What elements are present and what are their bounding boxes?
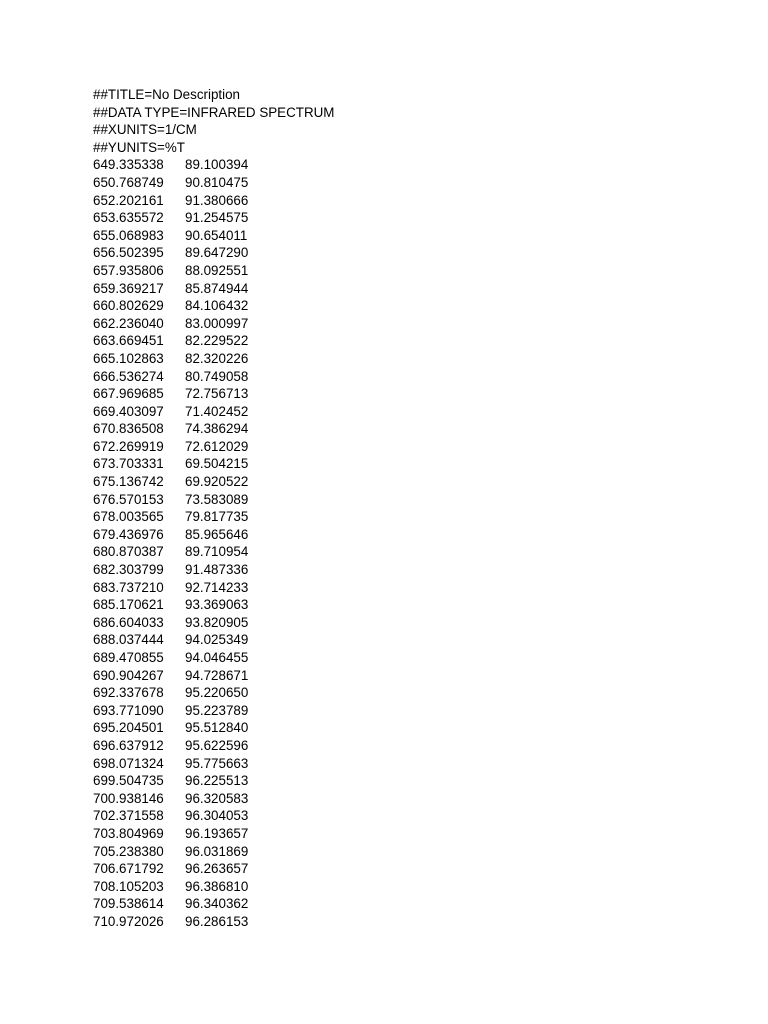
wavenumber-value: 660.802629	[93, 298, 164, 314]
data-row	[93, 737, 334, 755]
data-row	[93, 719, 334, 737]
wavenumber-value: 656.502395	[93, 245, 164, 261]
data-row	[93, 508, 334, 526]
data-row	[93, 860, 334, 878]
data-row	[93, 526, 334, 544]
data-row	[93, 209, 334, 227]
data-row	[93, 649, 334, 667]
data-row	[93, 244, 334, 262]
transmittance-value: 96.320583	[185, 790, 249, 806]
wavenumber-value: 696.637912	[93, 737, 164, 753]
data-row	[93, 156, 334, 174]
transmittance-value: 93.820905	[185, 614, 249, 630]
data-row	[93, 491, 334, 509]
wavenumber-value: 672.269919	[93, 438, 164, 454]
wavenumber-value: 688.037444	[93, 632, 164, 648]
yunits-header-line: ##YUNITS=%T	[93, 139, 185, 155]
data-row	[93, 280, 334, 298]
transmittance-value: 84.106432	[185, 298, 249, 314]
wavenumber-value: 702.371558	[93, 808, 164, 824]
data-row	[93, 667, 334, 685]
data-row	[93, 297, 334, 315]
data-row	[93, 631, 334, 649]
wavenumber-value: 710.972026	[93, 913, 164, 929]
data-row	[93, 790, 334, 808]
wavenumber-value: 689.470855	[93, 650, 164, 665]
wavenumber-value: 678.003565	[93, 509, 164, 525]
wavenumber-value: 680.870387	[93, 544, 164, 560]
transmittance-value: 74.386294	[185, 421, 249, 437]
wavenumber-value: 662.236040	[93, 315, 164, 331]
wavenumber-value: 670.836508	[93, 421, 164, 437]
spectrum-data-listing	[93, 86, 334, 931]
wavenumber-value: 650.768749	[93, 174, 164, 190]
wavenumber-value: 659.369217	[93, 280, 164, 296]
wavenumber-value: 692.337678	[93, 685, 164, 701]
transmittance-value: 72.612029	[185, 438, 249, 454]
transmittance-value: 72.756713	[185, 386, 249, 402]
transmittance-value: 69.504215	[185, 456, 249, 472]
data-row	[93, 420, 334, 438]
wavenumber-value: 652.202161	[93, 192, 164, 208]
transmittance-value: 96.225513	[185, 773, 249, 789]
wavenumber-value: 676.570153	[93, 491, 164, 507]
transmittance-value: 85.874944	[185, 280, 249, 296]
wavenumber-value: 665.102863	[93, 350, 164, 366]
transmittance-value: 80.749058	[185, 368, 249, 384]
data-row	[93, 561, 334, 579]
data-row	[93, 895, 334, 913]
transmittance-value: 91.254575	[185, 210, 249, 226]
transmittance-value: 90.810475	[185, 174, 249, 190]
wavenumber-value: 653.635572	[93, 210, 164, 226]
data-row	[93, 262, 334, 280]
wavenumber-value: 686.604033	[93, 614, 164, 630]
wavenumber-value: 663.669451	[93, 333, 164, 349]
data-row	[93, 579, 334, 597]
wavenumber-value: 655.068983	[93, 227, 164, 243]
data-row	[93, 315, 334, 333]
transmittance-value: 94.046455	[185, 650, 249, 665]
data-row	[93, 772, 334, 790]
transmittance-value: 95.223789	[185, 702, 249, 718]
transmittance-value: 92.714233	[185, 579, 249, 595]
transmittance-value: 93.369063	[185, 597, 249, 613]
data-row	[93, 614, 334, 632]
data-row	[93, 543, 334, 561]
wavenumber-value: 667.969685	[93, 386, 164, 402]
data-row	[93, 878, 334, 896]
transmittance-value: 96.263657	[185, 861, 249, 877]
wavenumber-value: 695.204501	[93, 720, 164, 736]
transmittance-value: 69.920522	[185, 474, 249, 490]
wavenumber-value: 708.105203	[93, 878, 164, 894]
transmittance-value: 85.965646	[185, 526, 249, 542]
data-row	[93, 403, 334, 421]
transmittance-value: 83.000997	[185, 315, 249, 331]
data-row	[93, 825, 334, 843]
transmittance-value: 96.386810	[185, 878, 249, 894]
data-row	[93, 755, 334, 773]
transmittance-value: 89.710954	[185, 544, 249, 560]
transmittance-value: 91.487336	[185, 562, 249, 578]
wavenumber-value: 690.904267	[93, 667, 164, 683]
wavenumber-value: 685.170621	[93, 597, 164, 613]
transmittance-value: 96.193657	[185, 825, 249, 841]
wavenumber-value: 706.671792	[93, 861, 164, 877]
data-row	[93, 385, 334, 403]
wavenumber-value: 703.804969	[93, 825, 164, 841]
transmittance-value: 82.320226	[185, 350, 249, 366]
transmittance-value: 95.512840	[185, 720, 249, 736]
transmittance-value: 88.092551	[185, 262, 249, 278]
transmittance-value: 95.220650	[185, 685, 249, 701]
data-row	[93, 455, 334, 473]
wavenumber-value: 666.536274	[93, 368, 164, 384]
data-row	[93, 368, 334, 386]
wavenumber-value: 657.935806	[93, 262, 164, 278]
transmittance-value: 95.622596	[185, 737, 249, 753]
wavenumber-value: 693.771090	[93, 702, 164, 718]
transmittance-value: 73.583089	[185, 491, 249, 507]
wavenumber-value: 682.303799	[93, 562, 164, 578]
data-row	[93, 843, 334, 861]
wavenumber-value: 700.938146	[93, 790, 164, 806]
wavenumber-value: 669.403097	[93, 403, 164, 419]
transmittance-value: 96.286153	[185, 913, 249, 929]
transmittance-value: 71.402452	[185, 403, 249, 419]
wavenumber-value: 683.737210	[93, 579, 164, 595]
data-row	[93, 332, 334, 350]
wavenumber-value: 649.335338	[93, 157, 164, 173]
transmittance-value: 96.031869	[185, 843, 249, 859]
wavenumber-value: 673.703331	[93, 456, 164, 472]
transmittance-value: 79.817735	[185, 509, 249, 525]
xunits-header-line: ##XUNITS=1/CM	[93, 122, 197, 138]
data-row	[93, 684, 334, 702]
wavenumber-value: 709.538614	[93, 896, 164, 912]
transmittance-value: 96.340362	[185, 896, 249, 912]
transmittance-value: 94.728671	[185, 667, 249, 683]
transmittance-value: 96.304053	[185, 808, 249, 824]
transmittance-value: 82.229522	[185, 333, 249, 349]
data-row	[93, 596, 334, 614]
transmittance-value: 94.025349	[185, 632, 249, 648]
data-row	[93, 702, 334, 720]
data-row	[93, 174, 334, 192]
data-type-header-line: ##DATA TYPE=INFRARED SPECTRUM	[93, 104, 335, 120]
transmittance-value: 95.775663	[185, 755, 249, 771]
wavenumber-value: 675.136742	[93, 474, 164, 490]
data-row	[93, 473, 334, 491]
data-row	[93, 913, 334, 931]
wavenumber-value: 705.238380	[93, 843, 164, 859]
wavenumber-value: 679.436976	[93, 526, 164, 542]
wavenumber-value: 698.071324	[93, 755, 164, 771]
data-row	[93, 227, 334, 245]
wavenumber-value: 699.504735	[93, 773, 164, 789]
data-rows	[93, 156, 334, 930]
transmittance-value: 91.380666	[185, 192, 249, 208]
transmittance-value: 89.647290	[185, 245, 249, 261]
transmittance-value: 89.100394	[185, 157, 249, 173]
data-row	[93, 807, 334, 825]
data-row	[93, 438, 334, 456]
transmittance-value: 90.654011	[185, 227, 248, 243]
data-row	[93, 192, 334, 210]
title-header-line: ##TITLE=No Description	[93, 87, 240, 102]
data-row	[93, 350, 334, 368]
